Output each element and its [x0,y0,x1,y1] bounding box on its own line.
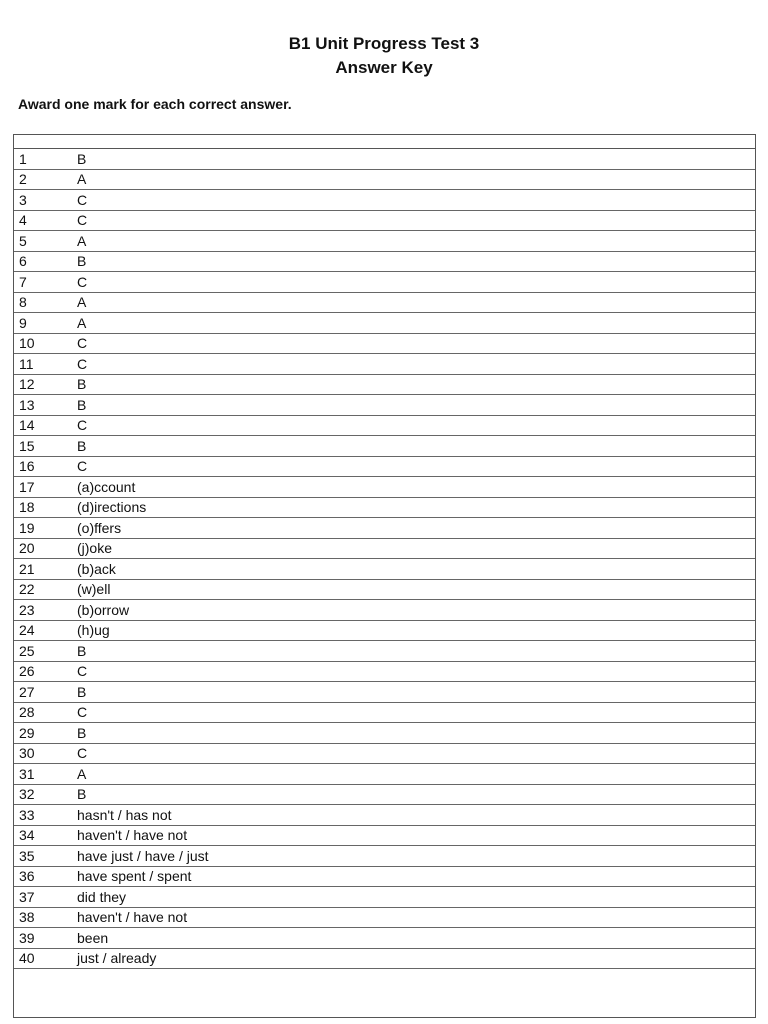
answer-text: (j)oke [77,540,113,557]
table-row [14,149,755,170]
question-number: 22 [19,581,35,598]
answer-text: hasn't / has not [77,806,172,823]
question-number: 40 [19,950,35,967]
question-number: 27 [19,683,35,700]
question-number: 33 [19,806,35,823]
table-row [14,498,755,519]
answer-text: just / already [77,950,157,967]
question-number: 11 [19,355,34,372]
question-number: 39 [19,929,35,946]
table-row [14,621,755,642]
answer-text: A [77,765,87,782]
table-row [14,805,755,826]
answer-text: have just / have / just [77,847,209,864]
table-row [14,375,755,396]
answer-text: (b)orrow [77,601,130,618]
question-number: 14 [19,417,35,434]
table-row [14,826,755,847]
table-row [14,395,755,416]
table-row [14,354,755,375]
question-number: 21 [19,560,35,577]
answer-text: (a)ccount [77,478,136,495]
table-row [14,293,755,314]
table-row [14,846,755,867]
question-number: 34 [19,827,35,844]
instruction-text: Award one mark for each correct answer. [18,96,292,112]
table-row [14,764,755,785]
question-number: 6 [19,253,27,270]
answer-text: C [77,355,88,372]
answer-text: haven't / have not [77,827,188,844]
question-number: 5 [19,232,27,249]
table-footer-band [14,969,755,976]
table-row [14,559,755,580]
answer-text: B [77,396,87,413]
question-number: 1 [19,150,27,167]
question-number: 30 [19,745,35,762]
table-row [14,313,755,334]
question-number: 3 [19,191,27,208]
document-subtitle: Answer Key [335,58,433,77]
table-row [14,600,755,621]
question-number: 29 [19,724,35,741]
answer-text: have spent / spent [77,868,192,885]
table-row [14,928,755,949]
answer-text: C [77,417,88,434]
table-row [14,723,755,744]
answer-text: B [77,253,87,270]
answer-text: B [77,376,87,393]
question-number: 12 [19,376,35,393]
question-number: 32 [19,786,35,803]
answer-text: (h)ug [77,622,110,639]
answer-text: (d)irections [77,499,147,516]
table-row [14,272,755,293]
table-row [14,252,755,273]
table-row [14,334,755,355]
answer-text: A [77,232,87,249]
answer-text: haven't / have not [77,909,188,926]
table-header-band [14,135,755,149]
table-row [14,539,755,560]
question-number: 19 [19,519,35,536]
question-number: 20 [19,540,35,557]
question-number: 15 [19,437,35,454]
answer-text: B [77,150,87,167]
answer-text: (o)ffers [77,519,122,536]
table-row [14,477,755,498]
question-number: 25 [19,642,35,659]
table-row [14,744,755,765]
table-row [14,190,755,211]
question-number: 10 [19,335,35,352]
question-number: 37 [19,888,35,905]
table-row [14,785,755,806]
question-number: 16 [19,458,35,475]
answer-text: C [77,663,88,680]
table-row [14,580,755,601]
question-number: 24 [19,622,35,639]
answer-text: C [77,212,88,229]
answer-text: C [77,273,88,290]
table-row [14,457,755,478]
question-number: 8 [19,294,27,311]
question-number: 13 [19,396,35,413]
question-number: 36 [19,868,35,885]
table-row [14,662,755,683]
answer-text: C [77,335,88,352]
answer-text: C [77,745,88,762]
answer-rows [14,149,755,969]
question-number: 23 [19,601,35,618]
table-row [14,949,755,970]
table-row [14,682,755,703]
table-row [14,436,755,457]
question-number: 26 [19,663,35,680]
answer-text: B [77,724,87,741]
answer-text: did they [77,888,127,905]
question-number: 2 [19,171,27,188]
question-number: 4 [19,212,27,229]
table-row [14,170,755,191]
table-row [14,703,755,724]
answer-key-table [13,134,756,1018]
answer-text: (w)ell [77,581,111,598]
table-row [14,231,755,252]
answer-text: B [77,683,87,700]
question-number: 17 [19,478,35,495]
question-number: 38 [19,909,35,926]
answer-text: been [77,929,109,946]
table-row [14,641,755,662]
table-row [14,887,755,908]
question-number: 9 [19,314,27,331]
table-row [14,908,755,929]
question-number: 28 [19,704,35,721]
answer-text: C [77,704,88,721]
answer-text: B [77,786,87,803]
answer-text: C [77,191,88,208]
table-row [14,416,755,437]
answer-text: B [77,437,87,454]
document-title: B1 Unit Progress Test 3 [288,34,480,53]
question-number: 18 [19,499,35,516]
answer-text: C [77,458,88,475]
answer-text: A [77,171,87,188]
table-row [14,211,755,232]
question-number: 7 [19,273,27,290]
table-row [14,518,755,539]
answer-text: A [77,294,87,311]
question-number: 35 [19,847,35,864]
question-number: 31 [19,765,35,782]
table-row [14,867,755,888]
answer-text: A [77,314,87,331]
answer-text: B [77,642,87,659]
answer-text: (b)ack [77,560,116,577]
